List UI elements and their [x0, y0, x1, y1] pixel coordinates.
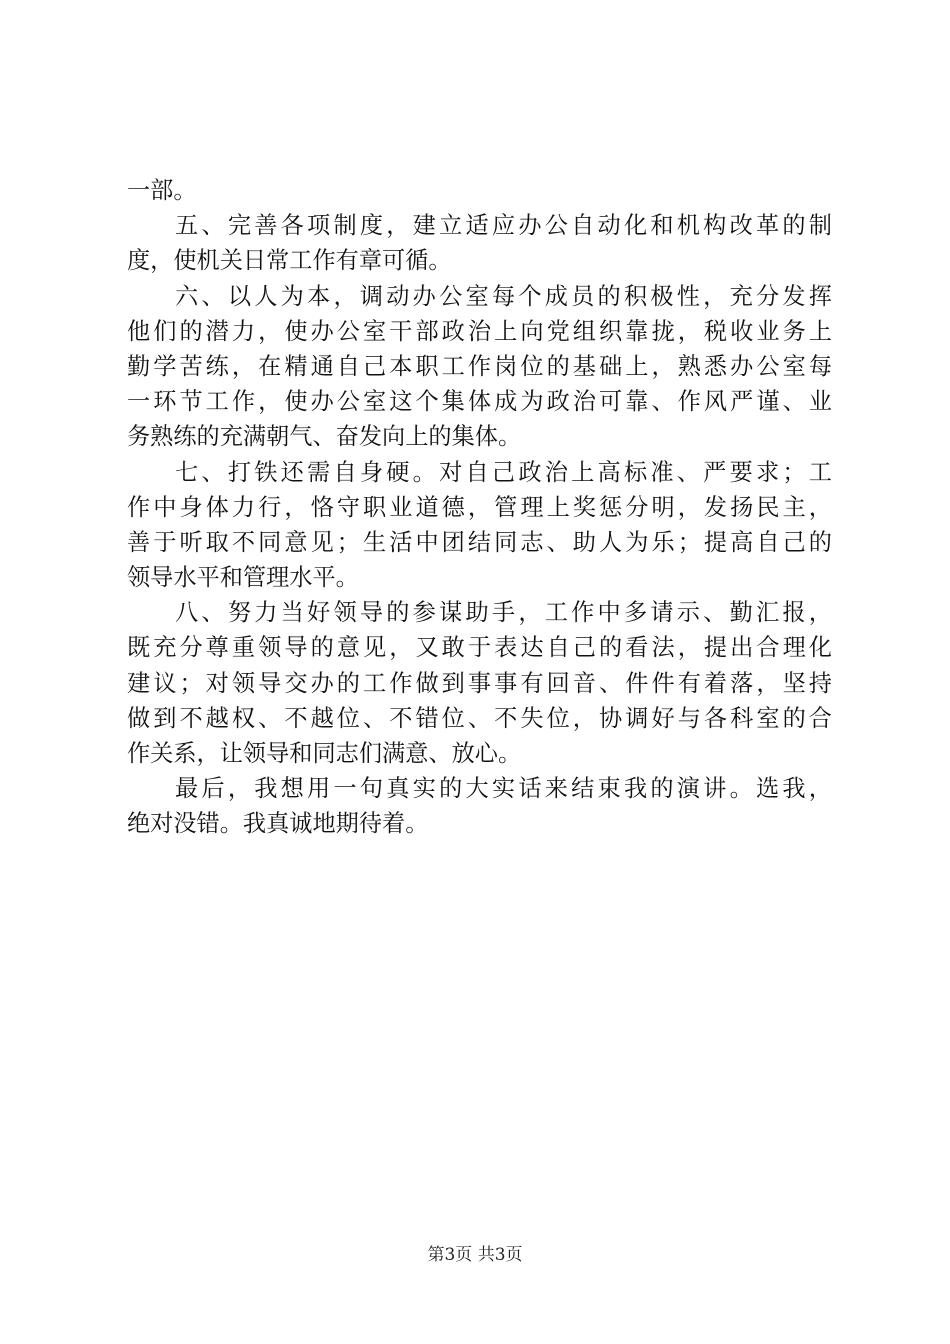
- document-body: [127, 173, 832, 842]
- paragraph-3-line-5: 务熟练的充满朝气、奋发向上的集体。: [127, 423, 522, 451]
- paragraph-5-line-1: 八、努力当好领导的参谋助手，工作中多请示、勤汇报，: [175, 599, 832, 627]
- paragraph-5-line-3: 建议；对领导交办的工作做到事事有回音、件件有着落，坚持: [127, 669, 832, 697]
- paragraph-1-line-1: 一部。: [127, 177, 197, 204]
- paragraph-5-line-5: 作关系，让领导和同志们满意、放心。: [127, 740, 522, 767]
- paragraph-5-line-4: 做到不越权、不越位、不错位、不失位，协调好与各科室的合: [127, 704, 832, 732]
- paragraph-2-line-2: 度，使机关日常工作有章可循。: [127, 247, 452, 275]
- page-footer: 第3页 共3页: [427, 1245, 523, 1265]
- paragraph-4-line-4: 领导水平和管理水平。: [127, 564, 359, 592]
- paragraph-4-line-2: 作中身体力行，恪守职业道德，管理上奖惩分明，发扬民主，: [127, 493, 832, 521]
- paragraph-3-line-3: 勤学苦练，在精通自己本职工作岗位的基础上，熟悉办公室每: [127, 352, 832, 380]
- paragraph-3-line-2: 他们的潜力，使办公室干部政治上向党组织靠拢，税收业务上: [127, 317, 832, 345]
- paragraph-4-line-3: 善于听取不同意见；生活中团结同志、助人为乐；提高自己的: [127, 528, 832, 556]
- paragraph-3-line-4: 一环节工作，使办公室这个集体成为政治可靠、作风严谨、业: [127, 388, 832, 416]
- paragraph-3-line-1: 六、以人为本，调动办公室每个成员的积极性，充分发挥: [175, 282, 832, 310]
- paragraph-6-line-1: 最后，我想用一句真实的大实话来结束我的演讲。选我，: [175, 775, 832, 803]
- paragraph-5-line-2: 既充分尊重领导的意见，又敢于表达自己的看法，提出合理化: [127, 634, 832, 662]
- paragraph-2-line-1: 五、完善各项制度，建立适应办公自动化和机构改革的制: [175, 212, 832, 240]
- paragraph-6-line-2: 绝对没错。我真诚地期待着。: [127, 810, 429, 838]
- paragraph-4-line-1: 七、打铁还需自身硬。对自己政治上高标准、严要求；工: [175, 458, 832, 486]
